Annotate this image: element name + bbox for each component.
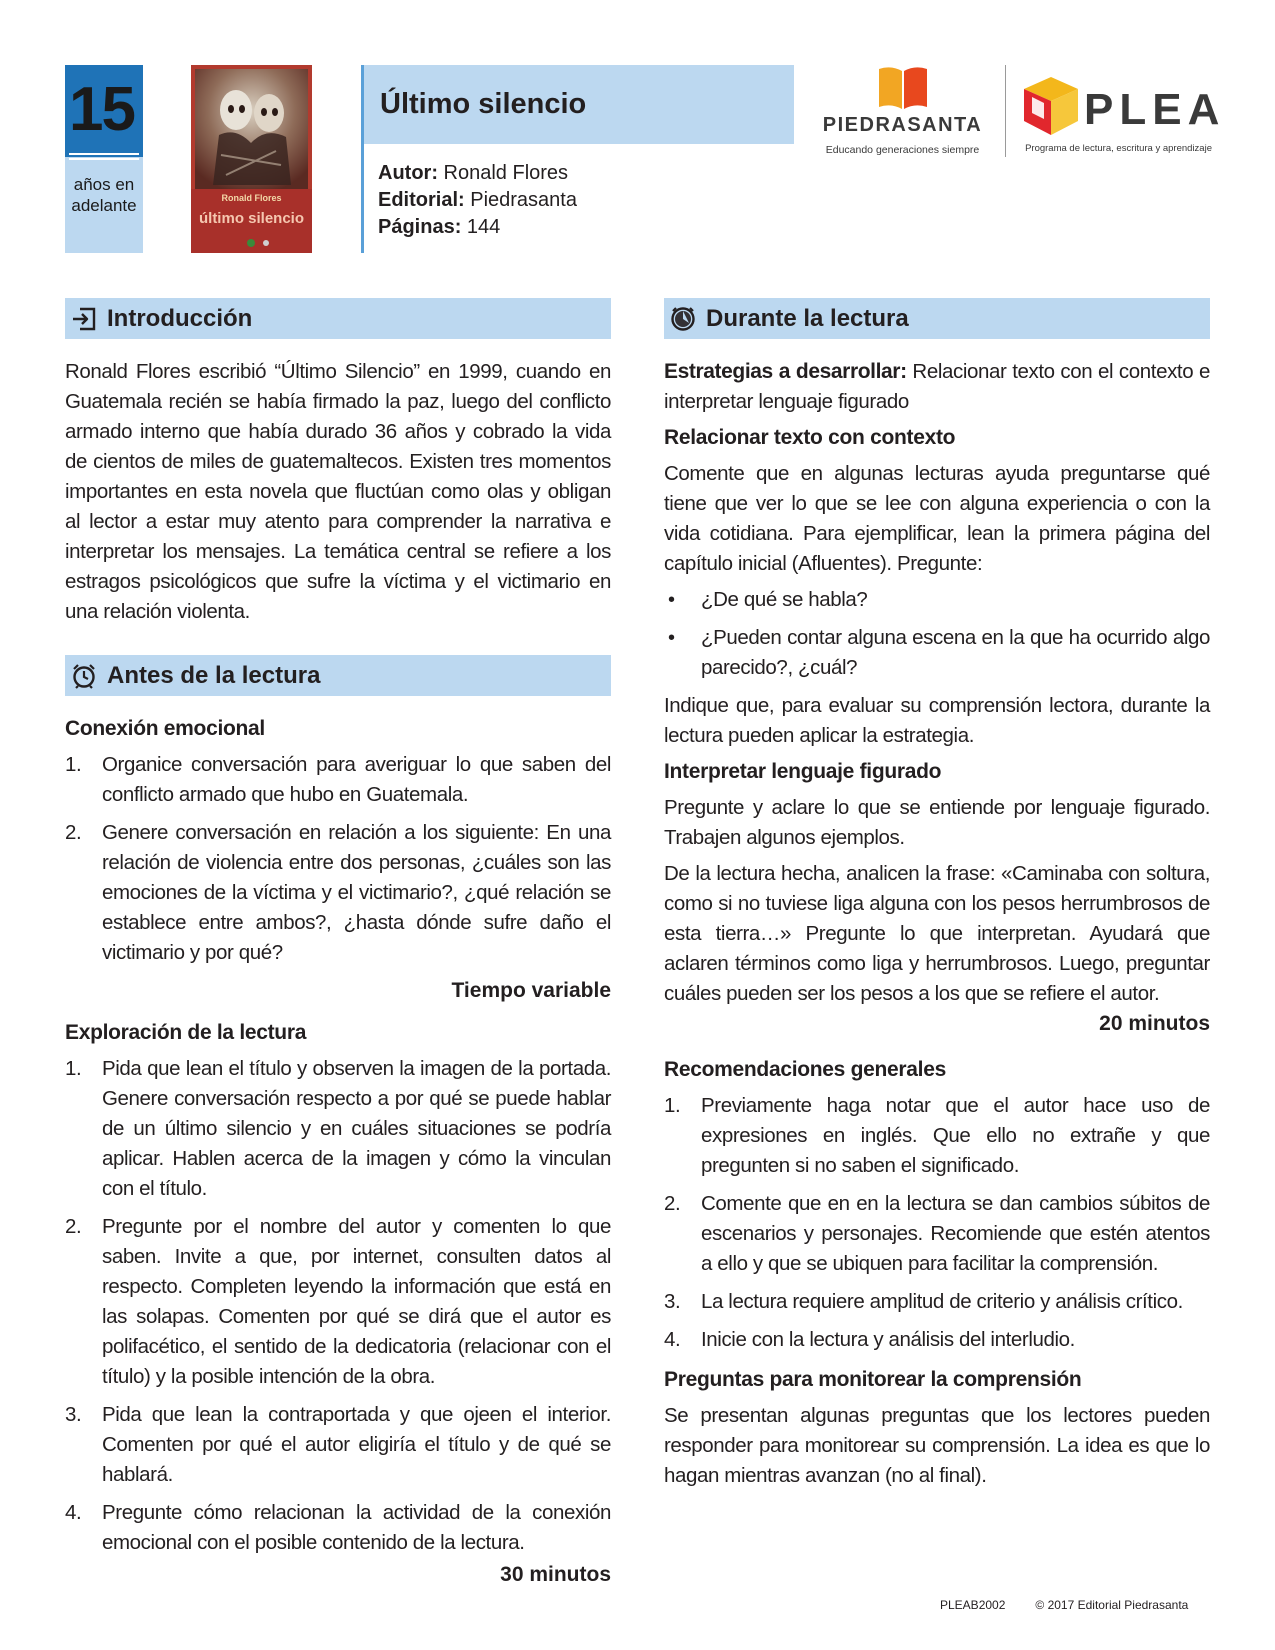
piedrasanta-tagline: Educando generaciones siempre <box>825 144 980 156</box>
section-title: Durante la lectura <box>706 304 909 332</box>
subheading-relacionar: Relacionar texto con contexto <box>664 426 956 449</box>
time-label: Tiempo variable <box>451 979 611 1002</box>
time-label: 20 minutos <box>1099 1012 1210 1035</box>
left-column <box>65 298 611 1590</box>
cube-icon <box>1022 75 1080 137</box>
section-introduccion-header <box>65 298 611 339</box>
book-meta <box>378 160 577 241</box>
section-title: Antes de la lectura <box>107 661 321 689</box>
list-item: 2. Pregunte por el nombre del autor y comenten lo que saben. Invite a que, por internet, consulten datos al respecto. Completen leyendo la información que está en las solapas. Comenten por qué se dirá que el autor es polifacético, el sentido de la dedicatoria (relacionar con el título) y la posible intención de la obra. <box>65 1215 611 1388</box>
interpretar-paragraph: Pregunte y aclare lo que se entiende por lenguaje figurado. Trabajen algunos ejemplos. <box>664 796 1210 849</box>
list-item: 3. Pida que lean la contraportada y que ojeen el interior. Comenten por qué el autor eligiría el título y de qué se hablará. <box>65 1403 611 1486</box>
list-item: 1. Previamente haga notar que el autor hace uso de expresiones en inglés. Que ello no extrañe y que pregunten si no saben el significado. <box>664 1094 1210 1177</box>
recomendaciones-list <box>664 1091 1210 1355</box>
time-label: 30 minutos <box>500 1563 611 1586</box>
age-badge-top <box>65 65 143 157</box>
list-item: • ¿Pueden contar alguna escena en la que ha ocurrido algo parecido?, ¿cuál? <box>668 626 1210 679</box>
alarm-clock-icon <box>71 663 97 689</box>
list-item: • ¿De qué se habla? <box>668 588 868 611</box>
meta-publisher: Editorial: Piedrasanta <box>378 189 577 211</box>
enter-icon <box>71 306 97 332</box>
plea-name: PLEA <box>1084 85 1226 134</box>
book-title: Último silencio <box>380 88 587 120</box>
intro-paragraph: Ronald Flores escribió “Último Silencio” en 1999, cuando en Guatemala recién se había firmado la paz, luego del conflicto armado interno que había durado 36 años y cobrado la vida de cientos de miles de guatemaltecos. Existen tres momentos importantes en esta novela que fluctúan como olas y obligan al lector a estar muy atento para comprender la narrativa e interpretar los mensajes. La temática central se refiere a los estragos psicológicos que sufre la víctima y el victimario en una relación violenta. <box>65 360 611 623</box>
evaluar-paragraph: Indique que, para evaluar su comprensión lectora, durante la lectura pueden aplicar la estrategia. <box>664 694 1210 747</box>
list-item: 2. Comente que en en la lectura se dan cambios súbitos de escenarios y personajes. Recomiende que estén atentos a ello y que se ubiquen para facilitar la comprensión. <box>664 1192 1210 1275</box>
meta-author: Autor: Ronald Flores <box>378 162 569 184</box>
subheading-preguntas: Preguntas para monitorear la comprensión <box>664 1368 1082 1391</box>
section-antes-header <box>65 655 611 696</box>
age-number: 15 <box>69 75 134 144</box>
list-item: 2. Genere conversación en relación a los siguiente: En una relación de violencia entre dos personas, ¿cuáles son las emociones de la víctima y el victimario?, ¿qué relación se establece entre ambos?, ¿hasta dónde sufre daño el victimario y por qué? <box>65 821 611 964</box>
exploracion-list <box>65 1054 611 1558</box>
stopwatch-icon <box>670 306 696 332</box>
piedrasanta-name: PIEDRASANTA <box>822 114 983 136</box>
logo-divider <box>1005 65 1006 157</box>
question-list <box>664 585 1210 683</box>
open-book-icon <box>875 65 931 111</box>
meta-pages: Páginas: 144 <box>378 216 501 238</box>
subheading-conexion: Conexión emocional <box>65 717 265 740</box>
list-item: 4. Inicie con la lectura y análisis del interludio. <box>664 1328 1075 1351</box>
list-item: 1. Pida que lean el título y observen la imagen de la portada. Genere conversación respecto a por qué se puede hablar de un último silencio y en cuáles situaciones se podría aplicar. Hablen acerca de la imagen y cómo la vinculan con el título. <box>65 1057 611 1200</box>
list-item: 1. Organice conversación para averiguar lo que saben del conflicto armado que hubo en Guatemala. <box>65 753 611 806</box>
relacionar-paragraph: Comente que en algunas lecturas ayuda preguntarse qué tiene que ver lo que se lee con alguna experiencia o con la vida cotidiana. Para ejemplificar, lean la primera página del capítulo inicial (Afluentes). Pregunte: <box>664 462 1210 575</box>
footer-copyright: © 2017 Editorial Piedrasanta <box>1035 1598 1189 1612</box>
plea-tagline: Programa de lectura, escritura y aprendizaje <box>1025 143 1212 154</box>
piedrasanta-logo <box>815 65 990 160</box>
book-cover-image <box>191 65 312 253</box>
age-badge <box>65 65 143 253</box>
footer-code: PLEAB2002 <box>940 1598 1006 1612</box>
list-item: 3. La lectura requiere amplitud de criterio y análisis crítico. <box>664 1290 1183 1313</box>
subheading-exploracion: Exploración de la lectura <box>65 1021 307 1044</box>
subheading-recomendaciones: Recomendaciones generales <box>664 1058 946 1081</box>
section-durante-header <box>664 298 1210 339</box>
conexion-list <box>65 750 611 968</box>
subheading-interpretar: Interpretar lenguaje figurado <box>664 760 942 783</box>
preguntas-paragraph: Se presentan algunas preguntas que los lectores pueden responder para monitorear su comprensión. La idea es que lo hagan mientras avanzan (no al final). <box>664 1404 1210 1487</box>
book-icon <box>69 153 139 160</box>
right-column <box>664 298 1210 1491</box>
strategies-paragraph: Estrategias a desarrollar: Relacionar texto con el contexto e interpretar lenguaje figurado <box>664 360 1210 413</box>
list-item: 4. Pregunte cómo relacionan la actividad de la conexión emocional con el posible contenido de la lectura. <box>65 1501 611 1554</box>
section-title: Introducción <box>107 304 253 332</box>
frase-paragraph: De la lectura hecha, analicen la frase: «Caminaba con soltura, como si no tuviese liga alguna con los pesos herrumbrosos de esta tierra…» Pregunte lo que interpretan. Ayudará que aclaren términos como liga y herrumbrosos. Luego, preguntar cuáles pueden ser los pesos a los que se refiere el autor. <box>664 862 1210 1005</box>
cover-title: último silencio <box>198 210 304 227</box>
plea-logo <box>1022 75 1226 160</box>
age-label: años en adelante <box>71 175 137 215</box>
cover-author: Ronald Flores <box>221 193 282 203</box>
page-footer <box>940 1598 1218 1613</box>
title-bar <box>364 65 794 144</box>
